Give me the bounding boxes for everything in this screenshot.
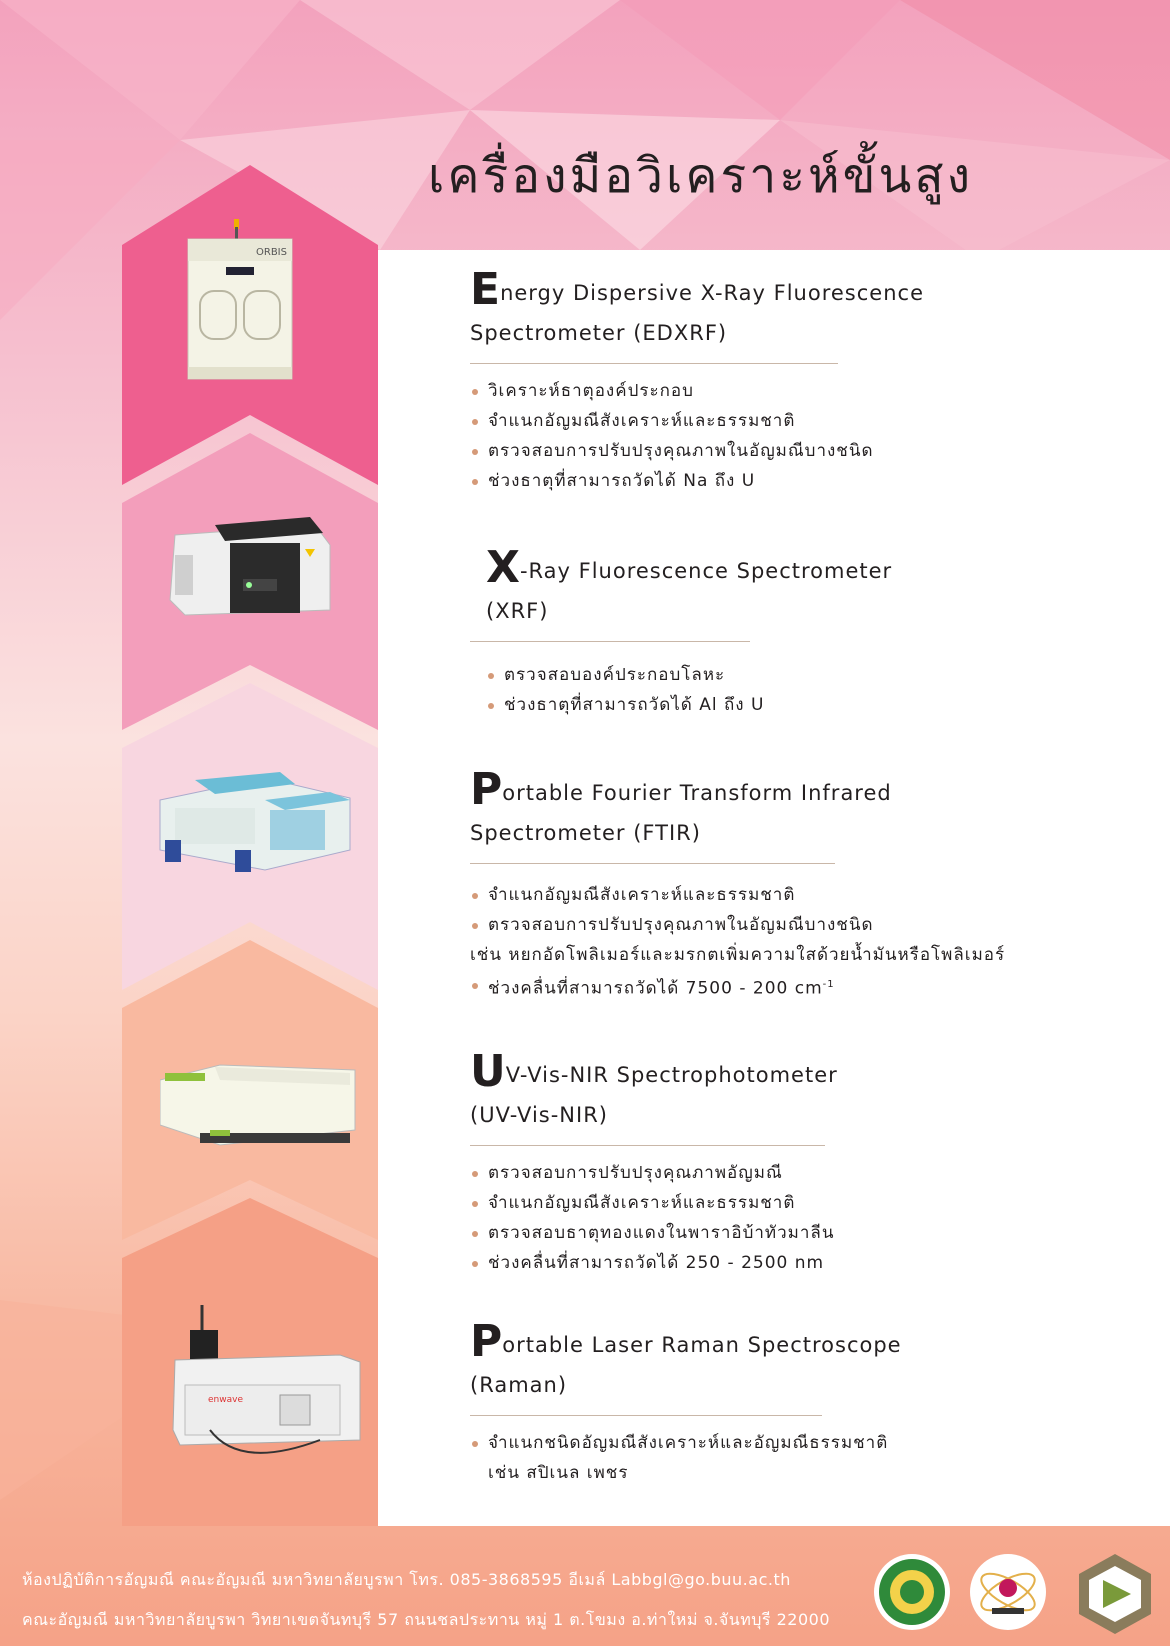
bullet-list	[470, 376, 1150, 496]
heading-line2: (UV-Vis-NIR)	[470, 1103, 608, 1127]
footer-address: คณะอัญมณี มหาวิทยาลัยบูรพา วิทยาเขตจันทบุรี 57 ถนนชลประทาน หมู่ 1 ต.โขมง อ.ท่าใหม่ จ.จันทบุรี 22000	[22, 1610, 830, 1629]
heading-rest: nergy Dispersive X-Ray Fluorescence	[500, 281, 924, 305]
list-item: ช่วงธาตุที่สามารถวัดได้ Na ถึง U	[470, 466, 1150, 496]
heading-line2: Spectrometer (FTIR)	[470, 821, 701, 845]
list-item: ช่วงธาตุที่สามารถวัดได้ Al ถึง U	[486, 690, 1166, 720]
heading-initial: E	[470, 264, 501, 315]
bullet-dot-icon	[472, 1231, 478, 1237]
edxrf-brand-label: ORBIS	[256, 247, 287, 258]
unit-superscript: -1	[822, 979, 835, 990]
list-item: จำแนกอัญมณีสังเคราะห์และธรรมชาติ	[470, 406, 1150, 436]
bullet-list	[470, 880, 1150, 1004]
heading-initial: P	[470, 764, 503, 815]
heading-initial: U	[470, 1046, 506, 1097]
bullet-dot-icon	[472, 1261, 478, 1267]
bullet-dot-icon	[472, 449, 478, 455]
heading-initial: P	[470, 1316, 503, 1367]
section-heading	[470, 264, 1150, 353]
bullet-dot-icon	[472, 1441, 478, 1447]
list-item: ตรวจสอบธาตุทองแดงในพาราอิบ้าทัวมาลีน	[470, 1218, 1150, 1248]
heading-rest: V-Vis-NIR Spectrophotometer	[505, 1063, 838, 1087]
bullet-dot-icon	[472, 893, 478, 899]
section-heading	[470, 1046, 1150, 1135]
section-divider	[470, 863, 835, 864]
list-item: จำแนกอัญมณีสังเคราะห์และธรรมชาติ	[470, 880, 1150, 910]
list-item: จำแนกชนิดอัญมณีสังเคราะห์และอัญมณีธรรมชาติ	[470, 1428, 1150, 1458]
burapha-university-logo	[872, 1552, 952, 1632]
footer-contact: ห้องปฏิบัติการอัญมณี คณะอัญมณี มหาวิทยาลัยบูรพา โทร. 085-3868595 อีเมล์ Labbgl@go.buu.ac.th	[22, 1570, 791, 1589]
heading-line2: (Raman)	[470, 1373, 568, 1397]
page-title: เครื่องมือวิเคราะห์ขั้นสูง	[428, 148, 974, 204]
gems-faculty-logo	[968, 1552, 1048, 1632]
bullet-dot-icon	[488, 703, 494, 709]
raman-brand-label: enwave	[208, 1395, 243, 1405]
section-heading	[470, 1316, 1150, 1405]
section-ftir	[470, 764, 1150, 1004]
section-raman	[470, 1316, 1150, 1488]
list-item-continuation: เช่น สปิเนล เพชร	[488, 1463, 629, 1483]
list-item: ช่วงคลื่นที่สามารถวัดได้ 250 - 2500 nm	[470, 1248, 1150, 1278]
section-edxrf	[470, 264, 1150, 496]
raman-instrument-image	[170, 1300, 370, 1475]
section-divider	[470, 363, 838, 364]
bullet-dot-icon	[488, 673, 494, 679]
ftir-instrument-image	[155, 770, 355, 880]
list-item: จำแนกอัญมณีสังเคราะห์และธรรมชาติ	[470, 1188, 1150, 1218]
bullet-dot-icon	[472, 389, 478, 395]
bullet-dot-icon	[472, 479, 478, 485]
list-item: ตรวจสอบการปรับปรุงคุณภาพในอัญมณีบางชนิด	[470, 436, 1150, 466]
bullet-dot-icon	[472, 419, 478, 425]
edxrf-instrument-image	[180, 215, 300, 385]
uv-vis-nir-instrument-image	[160, 1045, 360, 1155]
lab-logo	[1075, 1552, 1155, 1636]
bullet-list	[470, 1428, 1150, 1488]
heading-rest: -Ray Fluorescence Spectrometer	[519, 559, 893, 583]
section-uv-vis-nir	[470, 1046, 1150, 1278]
list-item: ช่วงคลื่นที่สามารถวัดได้ 7500 - 200 $cm^{-1}$	[470, 970, 1150, 1004]
list-item-continuation: เช่น หยกอัดโพลิเมอร์และมรกตเพิ่มความใสด้วยน้ำมันหรือโพลิเมอร์	[470, 945, 1006, 965]
section-heading	[470, 764, 1150, 853]
section-divider	[470, 1415, 822, 1416]
xrf-instrument-image	[165, 515, 335, 635]
section-heading	[486, 542, 1166, 631]
bullet-dot-icon	[472, 1201, 478, 1207]
section-xrf	[486, 542, 1166, 720]
section-divider	[470, 641, 750, 642]
heading-line2: Spectrometer (EDXRF)	[470, 321, 728, 345]
footer	[0, 1526, 1170, 1646]
heading-line2: (XRF)	[486, 599, 549, 623]
list-item: ตรวจสอบองค์ประกอบโลหะ	[486, 660, 1166, 690]
list-item: วิเคราะห์ธาตุองค์ประกอบ	[470, 376, 1150, 406]
bullet-list	[470, 1158, 1150, 1278]
section-divider	[470, 1145, 825, 1146]
heading-initial: X	[486, 542, 520, 593]
heading-rest: ortable Fourier Transform Infrared	[502, 781, 892, 805]
list-item: ตรวจสอบการปรับปรุงคุณภาพอัญมณี	[470, 1158, 1150, 1188]
list-item: ตรวจสอบการปรับปรุงคุณภาพในอัญมณีบางชนิด	[470, 910, 1150, 940]
bullet-dot-icon	[472, 983, 478, 989]
bullet-dot-icon	[472, 1171, 478, 1177]
bullet-list	[486, 660, 1166, 720]
bullet-dot-icon	[472, 923, 478, 929]
heading-rest: ortable Laser Raman Spectroscope	[502, 1333, 902, 1357]
